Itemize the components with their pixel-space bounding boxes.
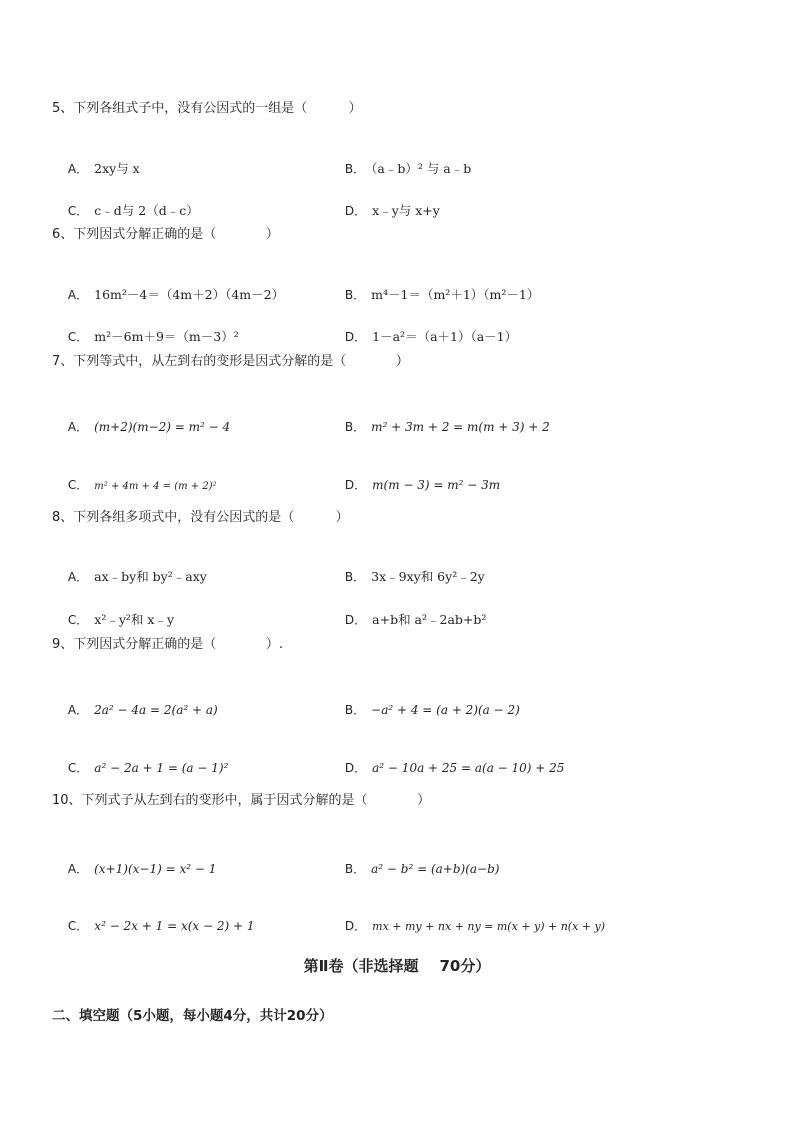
- option-letter: C．: [67, 761, 89, 775]
- question-7-stem: 7、下列等式中，从左到右的变形是因式分解的是（ ）: [52, 354, 409, 369]
- question-8-option-b: [329, 553, 485, 601]
- option-formula: mx + my + nx + ny = m(x + y) + n(x + y): [372, 920, 606, 933]
- option-letter: C．: [67, 613, 89, 627]
- question-9-option-b: [329, 686, 520, 734]
- question-7-option-b: [329, 403, 550, 451]
- option-text: （a﹣b）² 与 a﹣b: [371, 161, 472, 176]
- option-text: x²﹣y²和 x﹣y: [94, 612, 175, 627]
- question-8-stem: 8、下列各组多项式中，没有公因式的是（ ）: [52, 510, 349, 525]
- question-7-option-a: [52, 403, 230, 451]
- question-8-option-d: [329, 596, 486, 644]
- question-6-option-b: [329, 271, 539, 319]
- question-9-option-a: [52, 686, 218, 734]
- option-letter: B．: [344, 162, 366, 176]
- option-letter: D．: [344, 478, 367, 492]
- option-text: 3x﹣9xy和 6y²﹣2y: [371, 569, 485, 584]
- question-9-option-c: [52, 744, 228, 792]
- option-text: a+b和 a²﹣2ab+b²: [372, 612, 487, 627]
- question-7-option-c: [52, 461, 217, 511]
- option-formula: a² − b² = (a+b)(a−b): [371, 862, 500, 876]
- option-formula: −a² + 4 = (a + 2)(a − 2): [371, 703, 520, 717]
- option-formula: m² + 4m + 4 = (m + 2)²: [94, 481, 217, 492]
- option-text: 16m²－4＝（4m＋2）（4m－2）: [94, 287, 285, 302]
- option-letter: A．: [67, 288, 89, 302]
- option-text: m⁴－1＝（m²＋1）（m²－1）: [371, 287, 540, 302]
- question-6-stem: 6、下列因式分解正确的是（ ）: [52, 227, 279, 242]
- option-letter: A．: [67, 703, 89, 717]
- option-formula: (x+1)(x−1) = x² − 1: [94, 862, 217, 876]
- option-text: x﹣y与 x+y: [372, 203, 440, 218]
- option-letter: C．: [67, 478, 89, 492]
- option-letter: D．: [344, 919, 367, 933]
- question-5-option-d: [329, 187, 440, 235]
- option-letter: D．: [344, 330, 367, 344]
- option-formula: x² − 2x + 1 = x(x − 2) + 1: [94, 919, 255, 933]
- question-5-stem: 5、下列各组式子中，没有公因式的一组是（ ）: [52, 101, 362, 116]
- option-letter: C．: [67, 330, 89, 344]
- option-text: 1－a²＝（a＋1）（a－1）: [372, 329, 518, 344]
- option-letter: A．: [67, 570, 89, 584]
- option-letter: C．: [67, 919, 89, 933]
- option-text: m²－6m＋9＝（m－3）²: [94, 329, 239, 344]
- question-9-stem: 9、下列因式分解正确的是（ ）.: [52, 637, 283, 652]
- question-5-option-a: [52, 145, 140, 193]
- question-10-option-d: [329, 902, 605, 951]
- option-letter: A．: [67, 420, 89, 434]
- option-letter: B．: [344, 288, 366, 302]
- question-6-option-a: [52, 271, 284, 319]
- option-formula: m(m − 3) = m² − 3m: [372, 478, 501, 492]
- option-letter: B．: [344, 703, 366, 717]
- section-2-heading: 二、填空题（5小题，每小题4分，共计20分）: [52, 1008, 333, 1024]
- option-letter: A．: [67, 862, 89, 876]
- question-9-option-d: [329, 744, 564, 792]
- question-8-option-a: [52, 553, 207, 601]
- question-5-option-b: [329, 145, 471, 193]
- option-formula: 2a² − 4a = 2(a² + a): [94, 703, 218, 717]
- part-2-title: 第Ⅱ卷（非选择题 70分）: [303, 957, 491, 975]
- option-letter: D．: [344, 204, 367, 218]
- question-10-option-a: [52, 845, 216, 893]
- option-text: c﹣d与 2（d﹣c）: [94, 203, 199, 218]
- question-10-option-c: [52, 902, 255, 950]
- question-10-stem: 10、下列式子从左到右的变形中，属于因式分解的是（ ）: [52, 793, 431, 808]
- option-formula: a² − 10a + 25 = a(a − 10) + 25: [372, 761, 565, 775]
- option-formula: m² + 3m + 2 = m(m + 3) + 2: [371, 420, 550, 434]
- question-10-option-b: [329, 845, 499, 893]
- option-letter: B．: [344, 570, 366, 584]
- option-text: ax﹣by和 by²﹣axy: [94, 569, 207, 584]
- option-text: 2xy与 x: [94, 161, 140, 176]
- option-letter: B．: [344, 862, 366, 876]
- option-letter: D．: [344, 761, 367, 775]
- option-letter: A．: [67, 162, 89, 176]
- option-letter: D．: [344, 613, 367, 627]
- option-letter: B．: [344, 420, 366, 434]
- option-letter: C．: [67, 204, 89, 218]
- question-7-option-d: [329, 461, 500, 509]
- option-formula: a² − 2a + 1 = (a − 1)²: [94, 761, 229, 775]
- option-formula: (m+2)(m−2) = m² − 4: [94, 420, 231, 434]
